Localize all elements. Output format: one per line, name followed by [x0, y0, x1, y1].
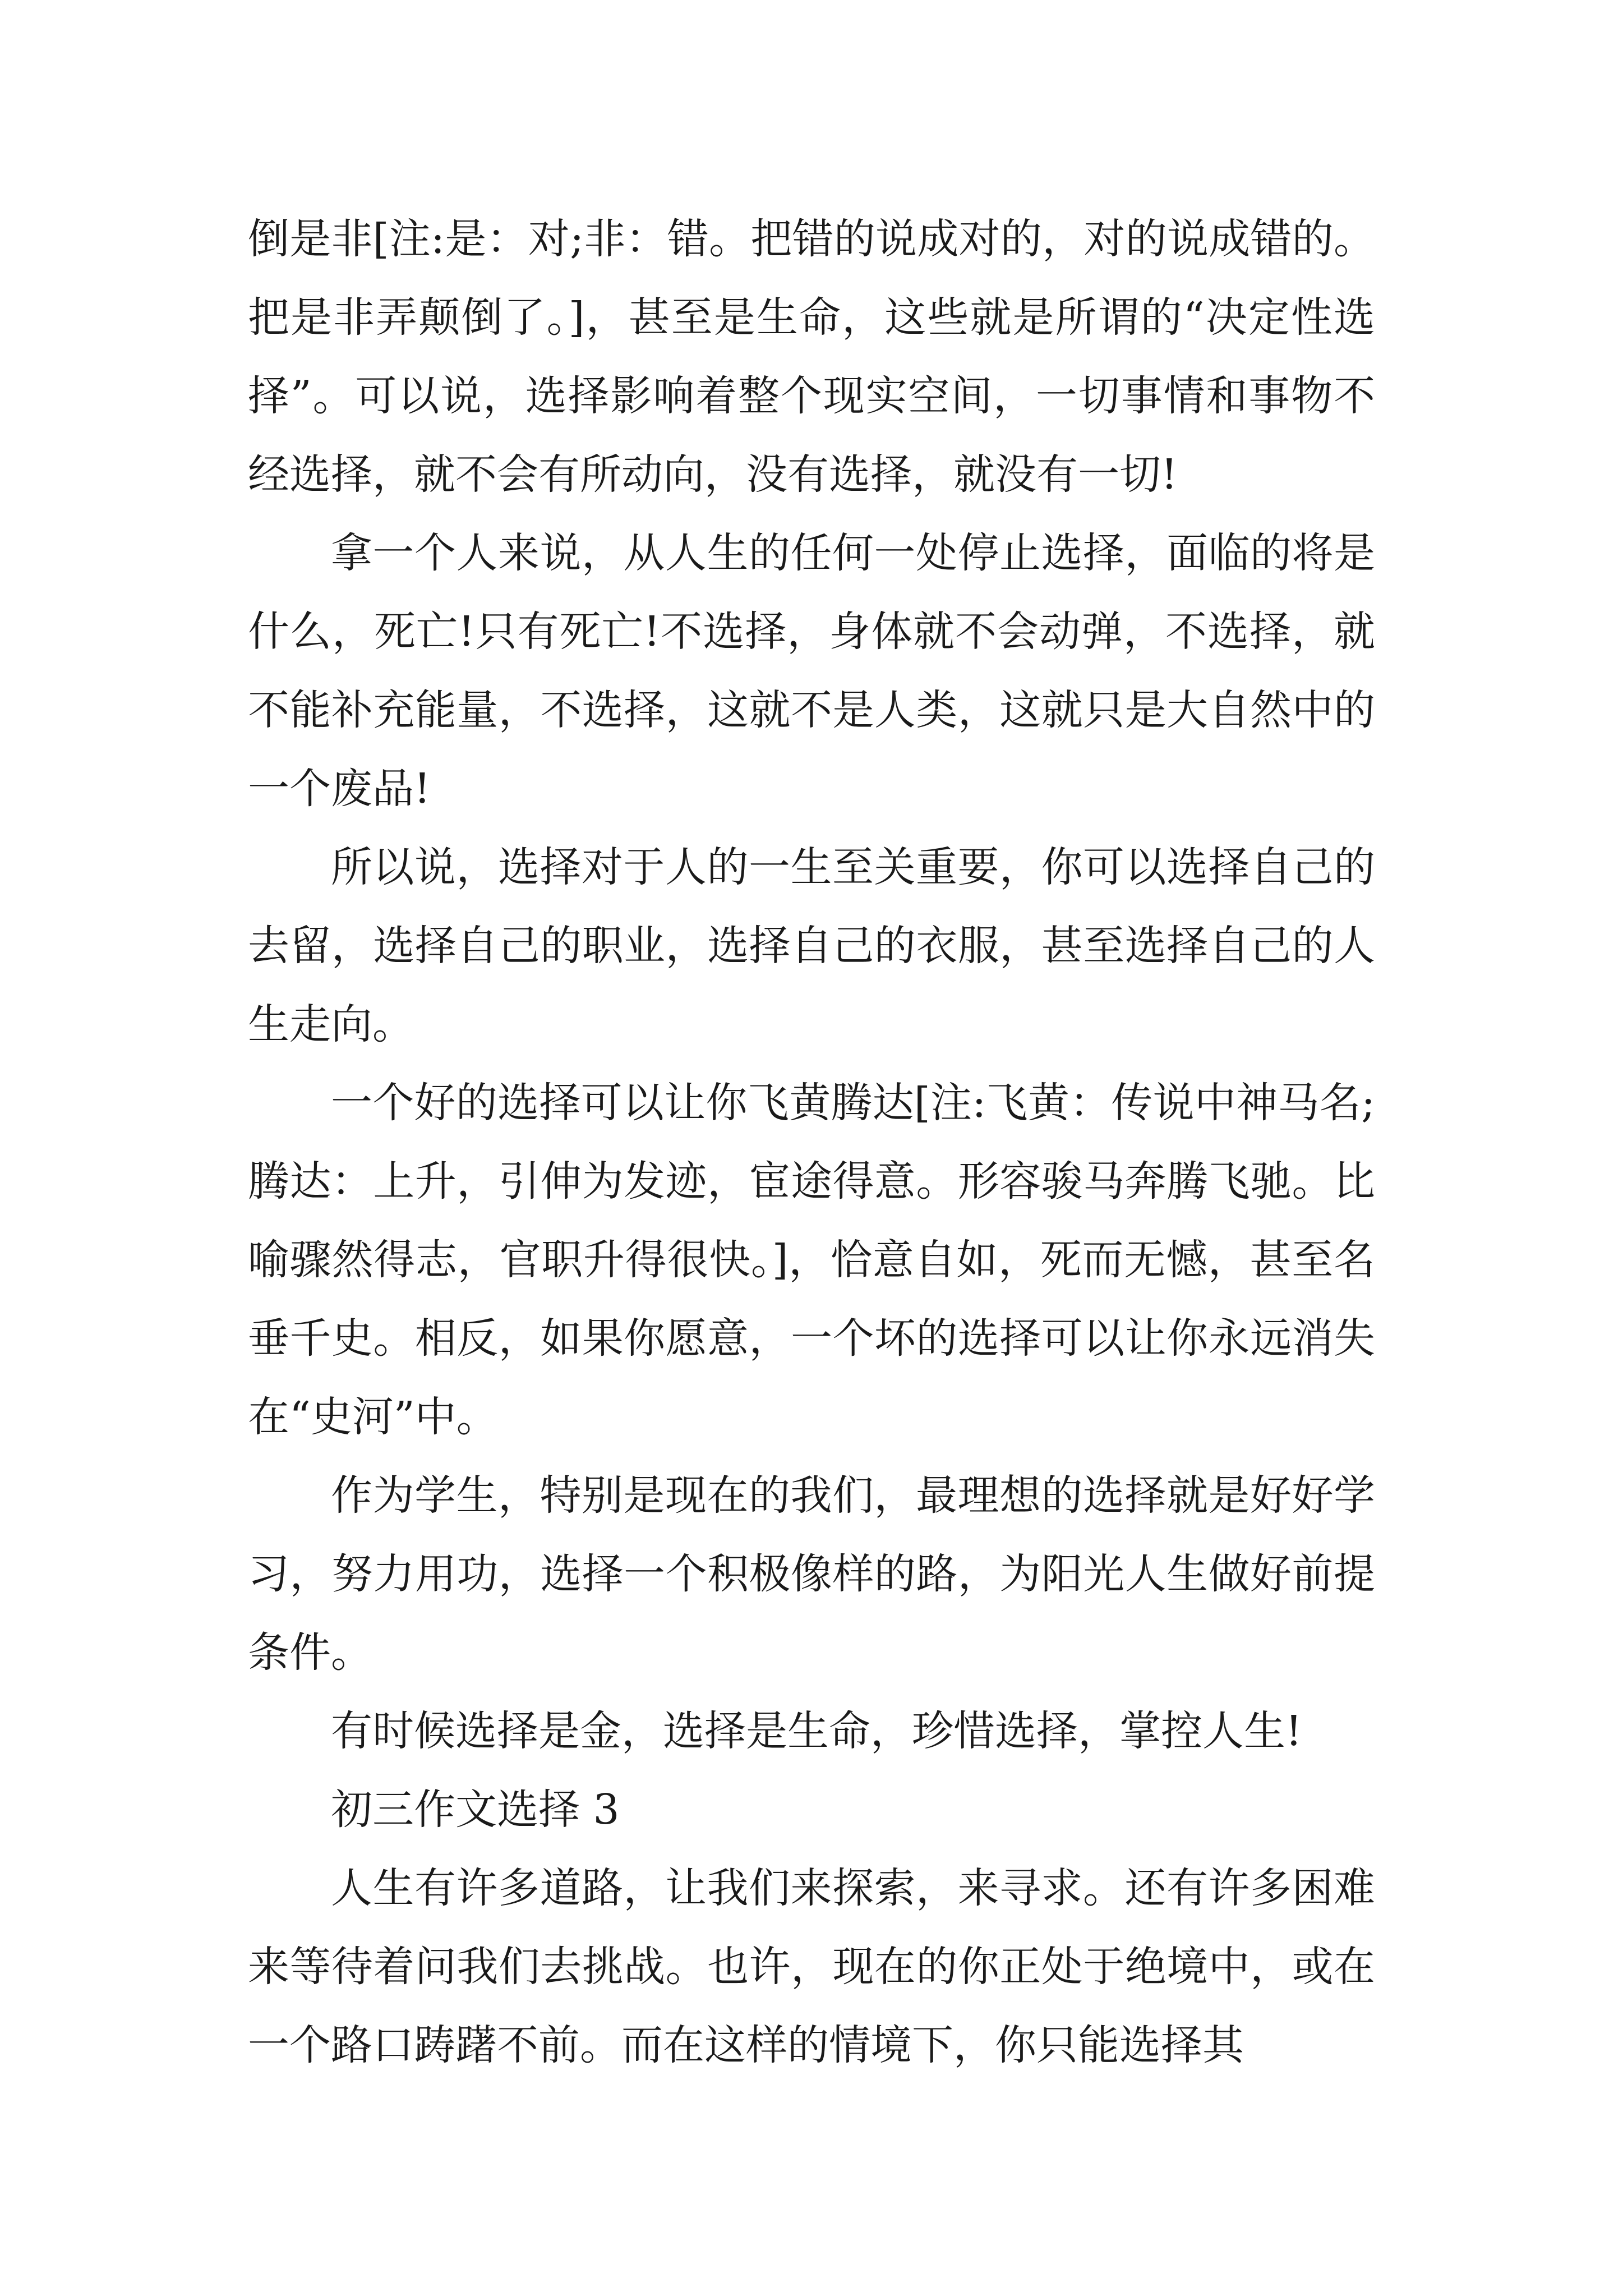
paragraph: 作为学生，特别是现在的我们，最理想的选择就是好好学习，努力用功，选择一个积极像样的路，为阳光人生做好前提条件。	[248, 1471, 1375, 1677]
section-heading: 初三作文选择 3	[331, 1786, 620, 1834]
paragraph: 所以说，选择对于人的一生至关重要，你可以选择自己的去留，选择自己的职业，选择自己的衣服，甚至选择自己的人生走向。	[248, 843, 1375, 1048]
paragraph: 一个好的选择可以让你飞黄腾达[注:飞黄：传说中神马名;腾达：上升，引伸为发迹，宦途得意。形容骏马奔腾飞驰。比喻骤然得志，官职升得很快。]，恰意自如，死而无憾，甚至名垂千史。相反，如果你愿意，一个坏的选择可以让你永远消失在“史河”中。	[248, 1079, 1375, 1441]
document-body	[248, 200, 1375, 2085]
paragraph: 倒是非[注:是：对;非：错。把错的说成对的，对的说成错的。把是非弄颠倒了。]，甚至是生命，这些就是所谓的“决定性选择”。可以说，选择影响着整个现实空间，一切事情和事物不经选择，就不会有所动向，没有选择，就没有一切!	[248, 215, 1375, 499]
paragraph: 人生有许多道路，让我们来探索，来寻求。还有许多困难来等待着问我们去挑战。也许，现在的你正处于绝境中，或在一个路口踌躇不前。而在这样的情境下，你只能选择其	[248, 1864, 1375, 2069]
paragraph: 有时候选择是金，选择是生命，珍惜选择，掌控人生!	[331, 1707, 1302, 1755]
paragraph: 拿一个人来说，从人生的任何一处停止选择，面临的将是什么，死亡!只有死亡!不选择，身体就不会动弹，不选择，就不能补充能量，不选择，这就不是人类，这就只是大自然中的一个废品!	[248, 529, 1375, 813]
